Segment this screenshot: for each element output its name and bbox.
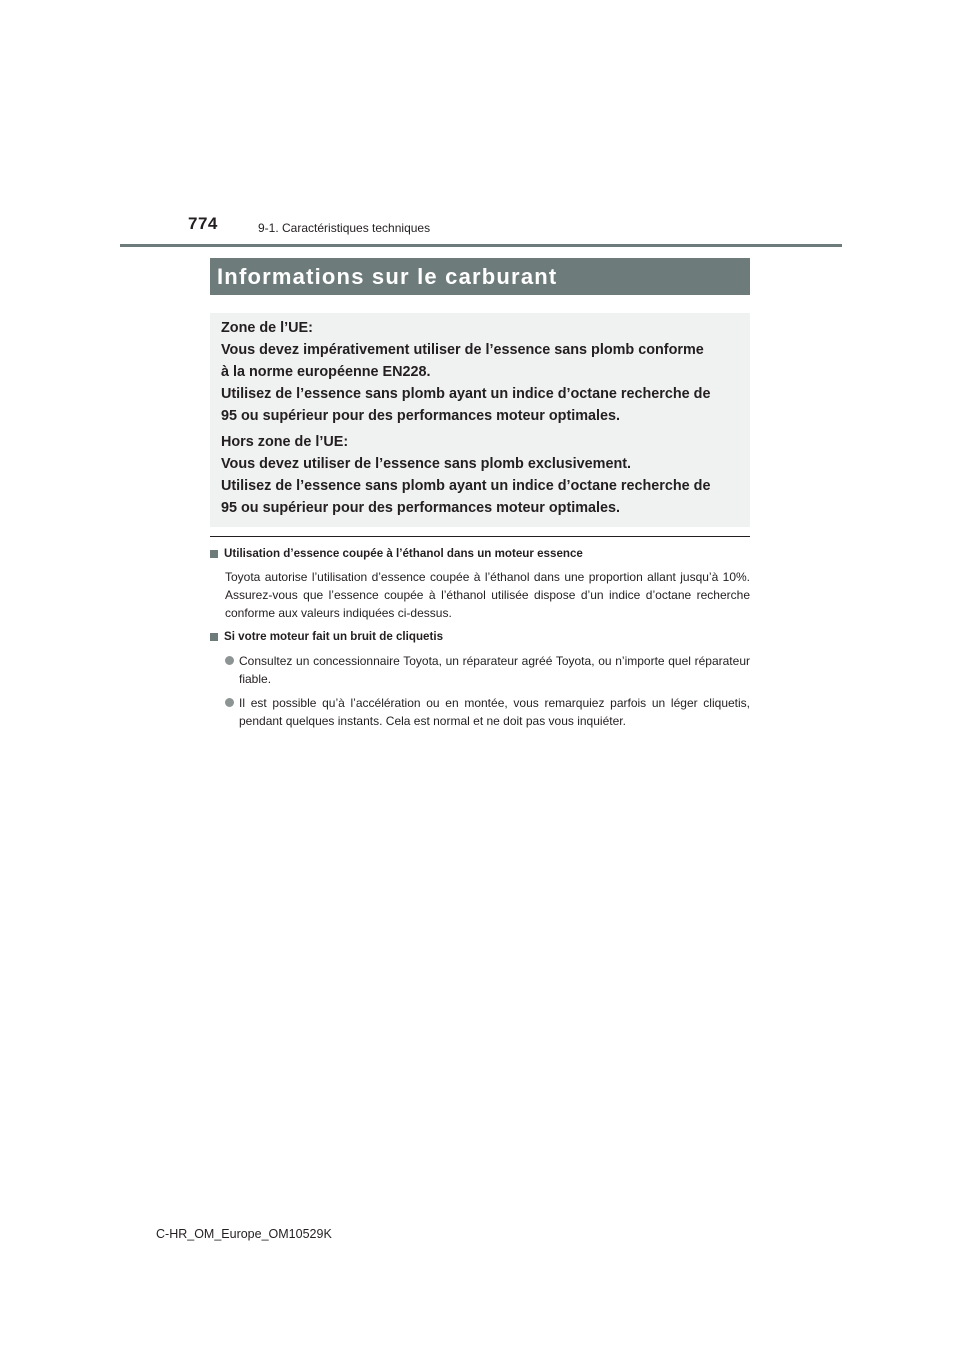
non-eu-zone-block [221, 431, 741, 519]
info-section [210, 545, 750, 730]
knocking-heading [210, 628, 750, 646]
square-bullet-icon [210, 550, 218, 558]
eu-zone-line: à la norme européenne EN228. [221, 364, 431, 380]
footer-document-code: C-HR_OM_Europe_OM10529K [156, 1227, 332, 1241]
knocking-heading-text: Si votre moteur fait un bruit de cliquetis [224, 630, 444, 643]
title-bar [210, 258, 750, 295]
section-divider [210, 536, 750, 537]
eu-zone-line: 95 ou supérieur pour des performances moteur optimales. [221, 408, 621, 424]
list-item-text: Consultez un concessionnaire Toyota, un réparateur agréé Toyota, ou n’importe quel réparateur fiable. [239, 654, 750, 686]
ethanol-heading [210, 545, 750, 563]
circle-bullet-icon [225, 656, 234, 665]
list-item-text: Il est possible qu’à l’accélération ou en montée, vous remarquiez parfois un léger cliquetis, pendant quelques instants. Cela est normal et ne doit pas vous inquiéter. [239, 696, 750, 728]
ethanol-paragraph: Toyota autorise l’utilisation d’essence coupée à l’éthanol dans une proportion allant jusqu’à 10%. Assurez-vous que l’essence coupée à l’éthanol utilisée dispose d’un indice d’octane recherche conforme aux valeurs indiquées ci-dessus. [225, 570, 750, 620]
page-title: Informations sur le carburant [217, 263, 558, 289]
eu-zone-heading: Zone de l’UE: [221, 320, 313, 336]
non-eu-zone-line: Vous devez utiliser de l’essence sans plomb exclusivement. [221, 456, 632, 472]
square-bullet-icon [210, 633, 218, 641]
list-item [225, 652, 750, 688]
non-eu-zone-heading: Hors zone de l’UE: [221, 434, 349, 450]
non-eu-zone-line: Utilisez de l’essence sans plomb ayant un indice d’octane recherche de [221, 478, 711, 494]
eu-zone-block [221, 317, 741, 427]
ethanol-heading-text: Utilisation d’essence coupée à l’éthanol dans un moteur essence [224, 547, 583, 560]
eu-zone-line: Vous devez impérativement utiliser de l’essence sans plomb conforme [221, 342, 704, 358]
fuel-notice-box [210, 313, 750, 527]
section-label: 9-1. Caractéristiques techniques [258, 221, 431, 235]
circle-bullet-icon [225, 698, 234, 707]
page-number: 774 [188, 214, 218, 233]
non-eu-zone-line: 95 ou supérieur pour des performances moteur optimales. [221, 500, 621, 516]
eu-zone-line: Utilisez de l’essence sans plomb ayant un indice d’octane recherche de [221, 386, 711, 402]
list-item [225, 694, 750, 730]
header-rule [120, 244, 842, 247]
